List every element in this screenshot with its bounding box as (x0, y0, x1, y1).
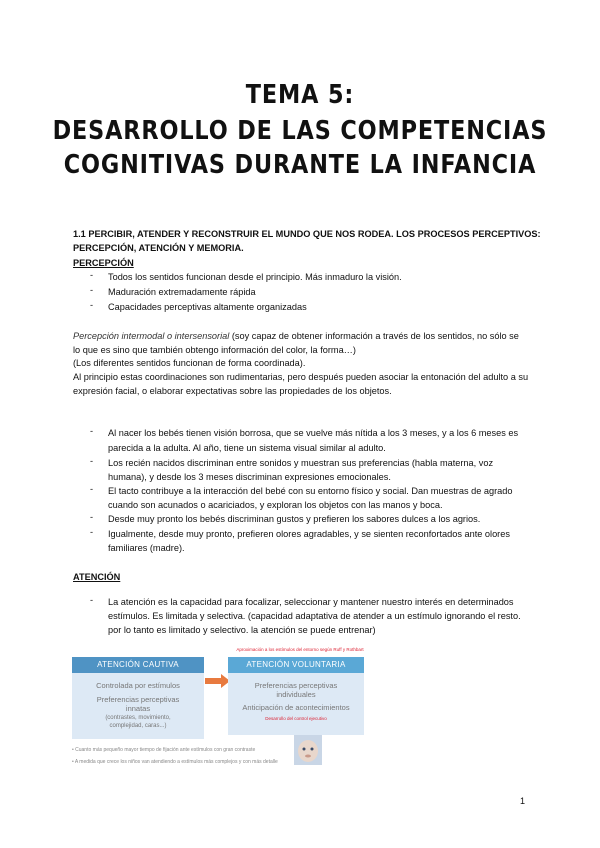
right-box-red-note: Desarrollo del control ejecutivo (265, 716, 327, 721)
list-item: Capacidades perceptivas altamente organizadas (108, 302, 307, 312)
principio-line1: Al principio estas coordinaciones son rudimentarias, pero después pueden asociar la entonación del adulto a su (73, 372, 529, 382)
doc-title-line3: COGNITIVAS DURANTE LA INFANCIA (63, 150, 537, 180)
list-item: Todos los sentidos funcionan desde el principio. Más inmaduro la visión. (108, 272, 402, 282)
list-item: cuando son acunados o acariciados, y exploran los objetos con las manos y boca. (108, 500, 443, 510)
right-box-line3: Anticipación de acontecimientos (242, 703, 350, 712)
atencion-line1: La atención es la capacidad para focalizar, seleccionar y mantener nuestro interés en determinados (108, 597, 514, 607)
left-box-title: ATENCIÓN CAUTIVA (97, 660, 179, 669)
right-box-title: ATENCIÓN VOLUNTARIA (246, 660, 346, 669)
list-item: Maduración extremadamente rápida (108, 287, 256, 297)
doc-title-line2: DESARROLLO DE LAS COMPETENCIAS (52, 116, 548, 146)
left-box-line4: (contrastes, movimiento, (105, 715, 171, 721)
list-item: parecida a la adulta. Al año, tiene un sistema visual similar al adulto. (108, 443, 386, 453)
right-box-line2: individuales (276, 690, 316, 699)
intermodal-line2: lo que es sino que también obtengo información del color, la forma…) (73, 345, 356, 355)
left-box-line5: complejidad, caras...) (109, 723, 167, 729)
list-item: El tacto contribuye a la interacción del bebé con su entorno físico y social. Dan muestras de agrado (108, 486, 513, 496)
intermodal-line3: (Los diferentes sentidos funcionan de forma coordinada). (73, 358, 306, 368)
percepcion-heading: PERCEPCIÓN (73, 258, 134, 268)
bullet-dash: - (90, 270, 94, 280)
list-item: Al nacer los bebés tienen visión borrosa, que se vuelve más nítida a los 3 meses, y a los 6 meses es (108, 428, 519, 438)
principio-line2: expresión facial, o elaborar expectativas sobre las propiedades de los objetos. (73, 386, 392, 396)
baby-photo-icon (294, 735, 322, 765)
atencion-heading: ATENCIÓN (73, 572, 121, 582)
intermodal-text: (soy capaz de obtener información a través de los sentidos, no sólo se (229, 331, 519, 341)
bullet-dash: - (90, 456, 94, 466)
bullet-dash: - (90, 527, 94, 537)
atencion-line2: estímulos. Es limitada y selectiva. (capacidad adaptativa de atender a un estímulo ignorando el resto. (108, 611, 521, 621)
bullet-dash: - (90, 426, 94, 436)
bullet-dash: - (90, 512, 94, 522)
left-box-line3: innatas (125, 704, 151, 713)
list-item: humana), y desde los 3 meses discriminan expresiones emocionales. (108, 472, 391, 482)
list-item: Los recién nacidos discriminan entre sonidos y muestran sus preferencias (habla materna, voz (108, 458, 494, 468)
list-item: Igualmente, desde muy pronto, prefieren olores agradables, y se sienten reconfortados ante olores (108, 529, 510, 539)
left-box-line1: Controlada por estímulos (96, 681, 180, 690)
bullet-dash: - (90, 595, 94, 605)
list-item: familiares (madre). (108, 543, 185, 553)
intermodal-label: Percepción intermodal o intersensorial (73, 331, 230, 341)
page-number: 1 (519, 796, 525, 806)
diagram-note2: • A medida que crece los niños van atendiendo a estímulos más complejos y con más detalle (72, 759, 278, 765)
left-box-line2: Preferencias perceptivas (96, 695, 180, 704)
diagram-top-note: Aproximación a los estímulos del entorno según Ruff y Rothbart (236, 647, 364, 652)
atencion-line3: por lo tanto es limitado y selectivo. la atención se puede entrenar) (108, 625, 376, 635)
bullet-dash: - (90, 484, 94, 494)
diagram-note1: • Cuanto más pequeño mayor tiempo de fijación ante estímulos con gran contraste (72, 747, 256, 753)
bullet-dash: - (90, 300, 94, 310)
section-heading-line2: PERCEPCIÓN, ATENCIÓN Y MEMORIA. (73, 243, 244, 253)
doc-title-line1: TEMA 5: (245, 80, 355, 110)
section-heading-line1: 1.1 PERCIBIR, ATENDER Y RECONSTRUIR EL MUNDO QUE NOS RODEA. LOS PROCESOS PERCEPTIVOS: (73, 229, 541, 239)
bullet-dash: - (90, 285, 94, 295)
list-item: Desde muy pronto los bebés discriminan gustos y prefieren los sabores dulces a los agrios. (108, 514, 481, 524)
intermodal-paragraph (73, 329, 543, 344)
right-box-line1: Preferencias perceptivas (254, 681, 338, 690)
